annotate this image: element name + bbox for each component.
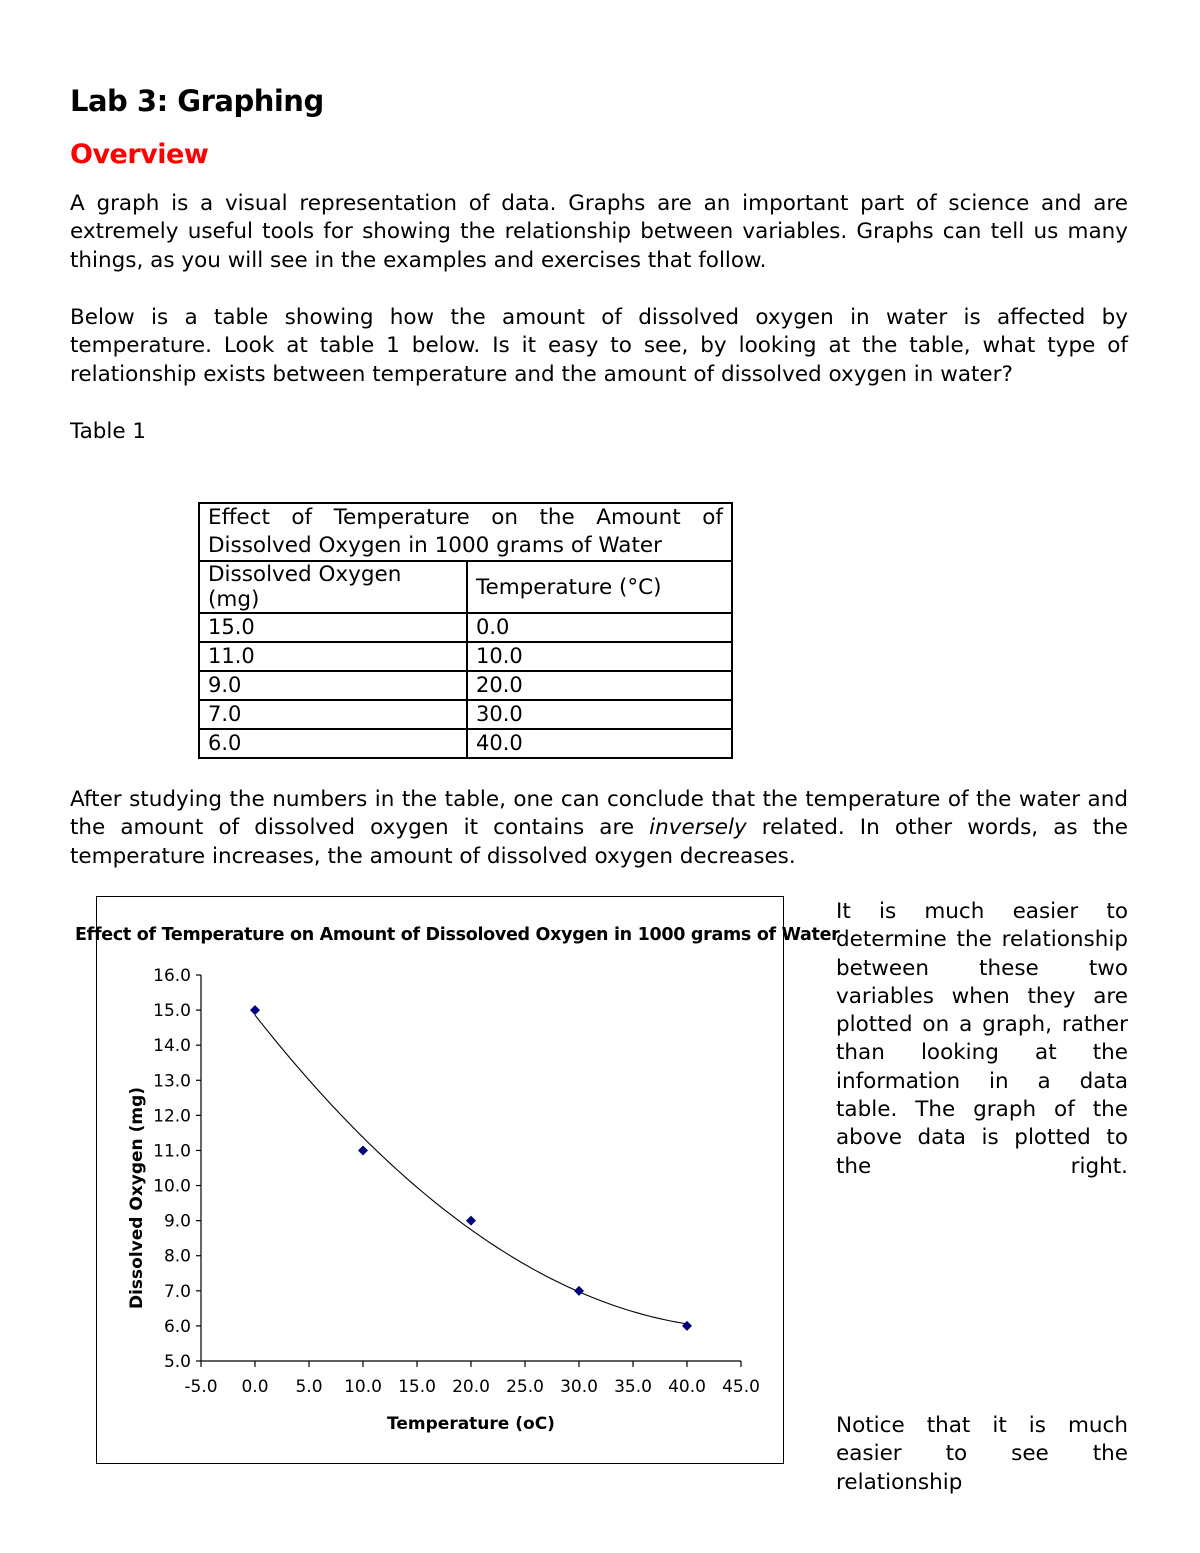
page-title: Lab 3: Graphing: [70, 84, 324, 118]
x-tick-label: 35.0: [614, 1377, 652, 1397]
x-tick-label: 40.0: [668, 1377, 706, 1397]
x-tick-label: 15.0: [398, 1377, 436, 1397]
x-tick-label: 0.0: [241, 1377, 269, 1397]
table-header-temperature: Temperature (°C): [467, 561, 732, 613]
y-tick-label: 7.0: [163, 1281, 191, 1302]
table-cell-oxygen: 11.0: [199, 642, 467, 671]
table-caption-word: Amount: [596, 505, 681, 530]
conclusion-text-end: related. In other words, as the temperature increases, the amount of dissolved oxygen decreases.: [70, 815, 1128, 869]
y-tick-label: 5.0: [163, 1352, 191, 1372]
side-paragraph-2: Notice that it is much easier to see the relationship: [836, 1413, 1128, 1495]
table-caption-word: on: [491, 505, 519, 530]
table-cell-temperature: 0.0: [467, 613, 732, 642]
y-tick-label: 16.0: [153, 966, 191, 986]
table-cell-oxygen: 9.0: [199, 671, 467, 700]
data-point: [250, 1005, 260, 1015]
x-tick-label: 25.0: [506, 1377, 544, 1397]
table-caption-word: Effect: [208, 505, 270, 530]
x-tick-label: -5.0: [184, 1377, 218, 1397]
table-cell-oxygen: 7.0: [199, 700, 467, 729]
table-cell-temperature: 20.0: [467, 671, 732, 700]
data-point: [358, 1145, 368, 1155]
intro-paragraph: A graph is a visual representation of data. Graphs are an important part of science and are extremely useful tools for showing the relationship between variables. Graphs can tell us many things, as you will see in the examples and exercises that follow.: [70, 191, 1128, 273]
table-caption-word: of: [291, 505, 313, 530]
data-point: [682, 1321, 692, 1331]
data-point: [574, 1286, 584, 1296]
x-tick-label: 10.0: [344, 1377, 382, 1397]
table-cell-oxygen: 15.0: [199, 613, 467, 642]
conclusion-text-start: After studying the numbers in the table, one can conclude that the temperature of the water and the amount of dissolved oxygen it contains are: [70, 787, 1128, 841]
y-tick-label: 14.0: [153, 1036, 191, 1057]
table-caption-word: the: [539, 505, 575, 530]
y-tick-label: 10.0: [153, 1176, 191, 1197]
side-paragraph: It is much easier to determine the relationship between these two variables when they are plotted on a graph, rather than looking at the information in a data table. The graph of the above data is plotted to the right.: [836, 899, 1128, 1179]
x-tick-label: 20.0: [452, 1377, 490, 1397]
table-caption-line2: Dissolved Oxygen in 1000 grams of Water: [208, 533, 662, 558]
x-tick-label: 5.0: [295, 1377, 323, 1397]
table-cell-temperature: 40.0: [467, 729, 732, 758]
trendline: [255, 1015, 687, 1324]
y-tick-label: 8.0: [163, 1246, 191, 1267]
x-tick-label: 30.0: [560, 1377, 598, 1397]
y-tick-label: 12.0: [153, 1106, 191, 1127]
table-caption-word: of: [702, 505, 723, 530]
y-tick-label: 11.0: [153, 1141, 191, 1162]
y-tick-label: 15.0: [153, 1001, 191, 1022]
y-tick-label: 9.0: [163, 1211, 191, 1232]
data-point: [466, 1216, 476, 1226]
table-label: Table 1: [70, 419, 147, 444]
table-intro-paragraph: Below is a table showing how the amount of dissolved oxygen in water is affected by temperature. Look at table 1 below. Is it easy to see, by looking at the table, what type of relationship exists between temperature and the amount of dissolved oxygen in water?: [70, 305, 1128, 387]
y-axis-label: Dissolved Oxygen (mg): [127, 1086, 147, 1310]
table-cell-temperature: 30.0: [467, 700, 732, 729]
table-header-oxygen: Dissolved Oxygen (mg): [199, 561, 467, 613]
overview-heading: Overview: [70, 139, 209, 170]
x-tick-label: 45.0: [722, 1377, 760, 1397]
table-cell-oxygen: 6.0: [199, 729, 467, 758]
conclusion-emphasis: inversely: [649, 815, 747, 841]
table-caption-word: Temperature: [333, 505, 470, 530]
y-tick-label: 13.0: [153, 1071, 191, 1092]
y-tick-label: 6.0: [163, 1316, 191, 1337]
table-cell-temperature: 10.0: [467, 642, 732, 671]
x-axis-label: Temperature (oC): [387, 1414, 555, 1434]
chart-title: Effect of Temperature on Amount of Dissoloved Oxygen in 1000 grams of Water: [75, 925, 840, 945]
